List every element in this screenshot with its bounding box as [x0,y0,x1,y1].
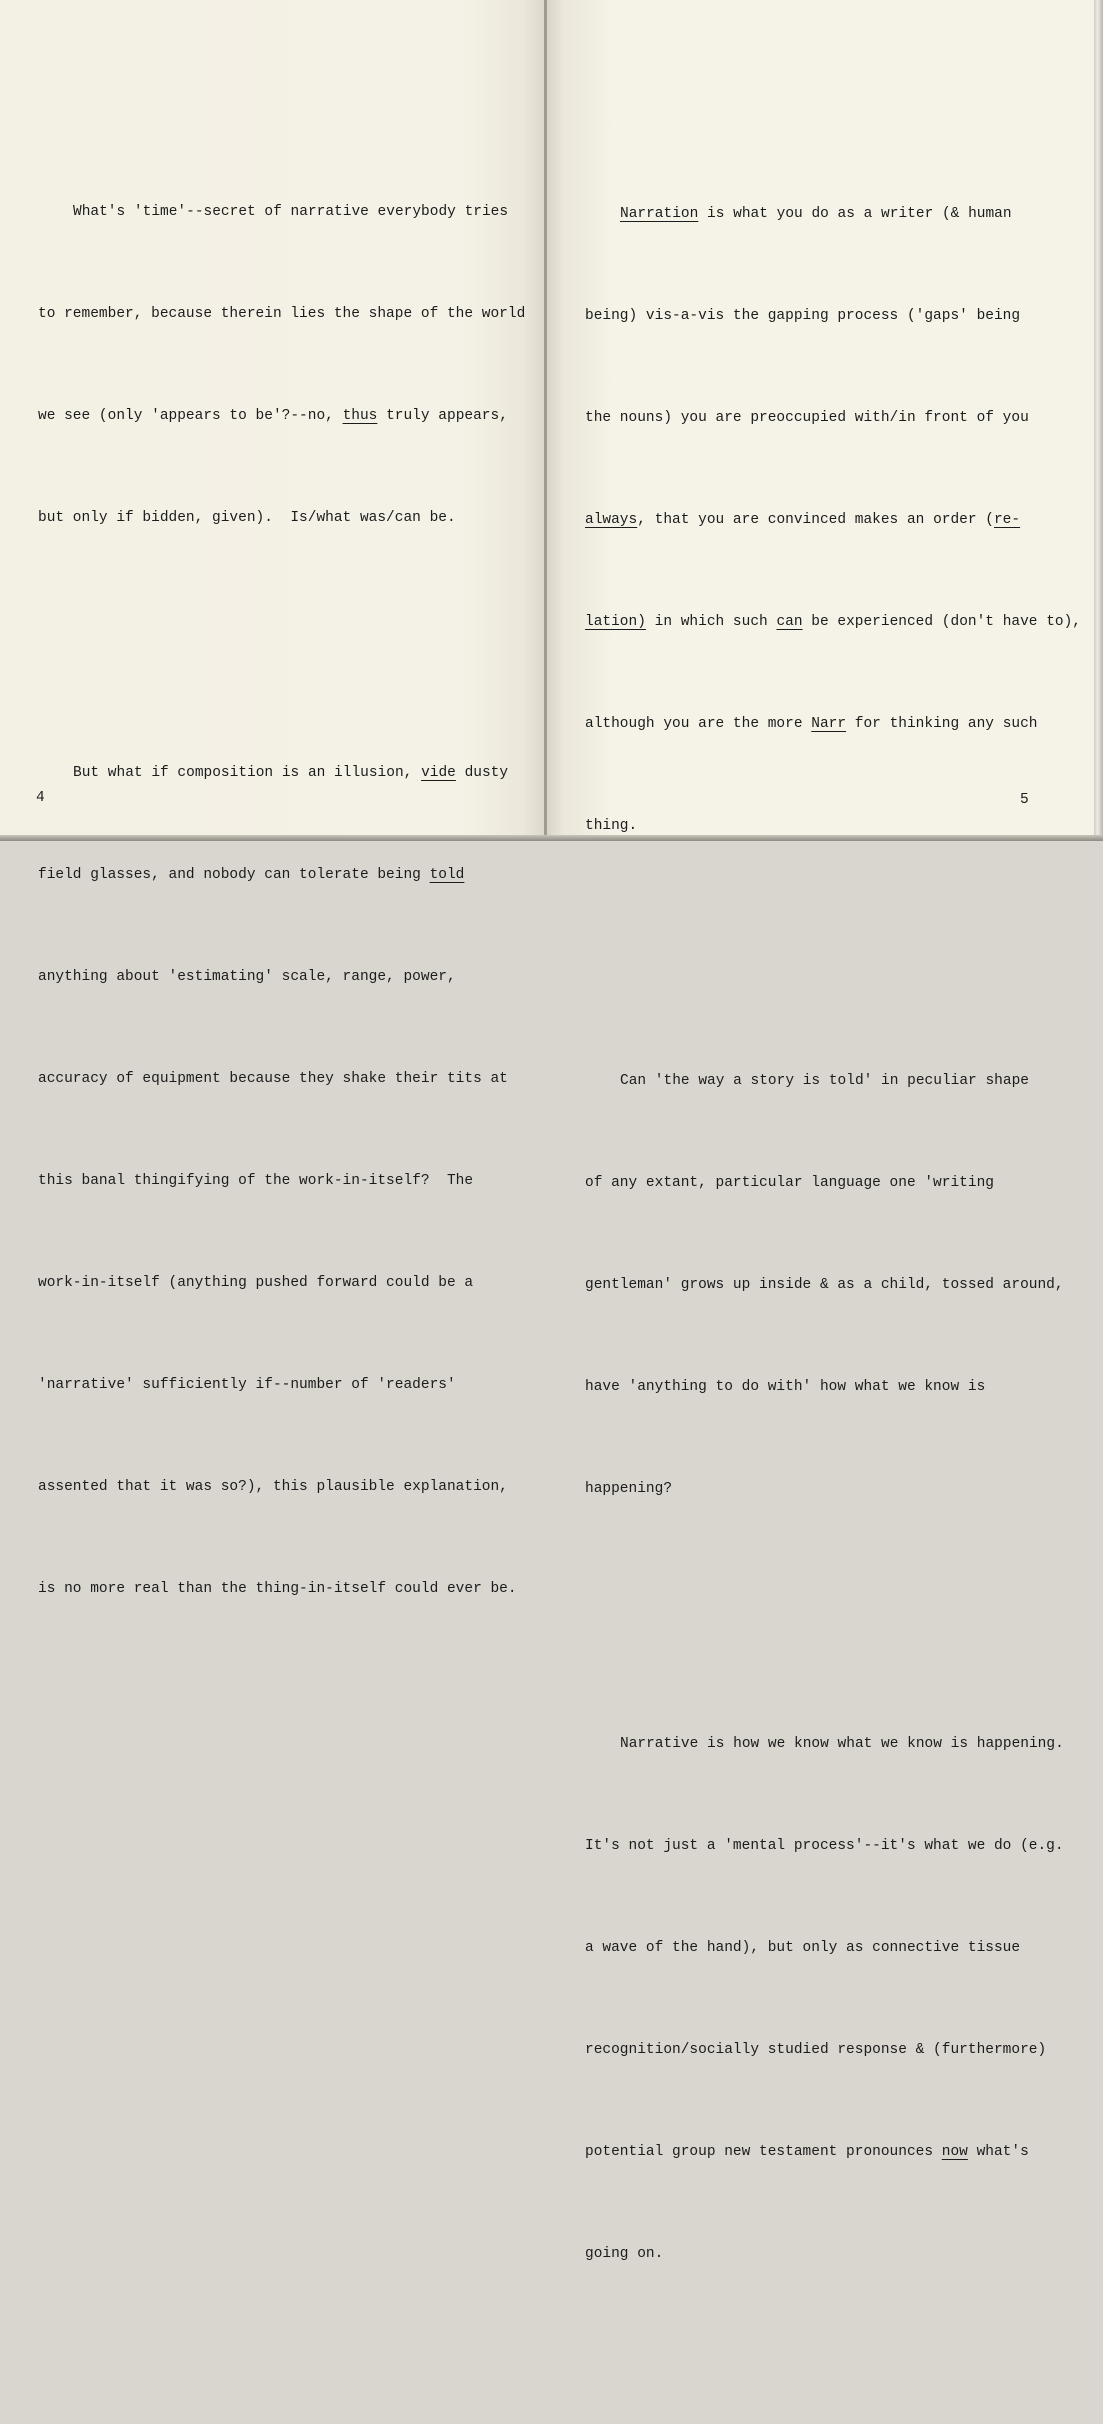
underlined-word: Narration [620,206,699,222]
text-line: But what if composition is an illusion, vide dusty [73,765,509,781]
text-line: is no more real than the thing-in-itself could ever be. [38,1581,517,1597]
bottom-shadow [0,835,1103,841]
text-line: happening? [585,1481,673,1497]
text-line: lation) in which such can be experienced (don't have to), [585,614,1082,630]
underlined-word: re- [993,512,1021,528]
text-line: Narrative is how we know what we know is happening. [620,1736,1064,1752]
page-edge [1094,0,1103,841]
text-line: Narration is what you do as a writer (& human [620,206,1012,222]
text-line: It's not just a 'mental process'--it's what we do (e.g. [585,1838,1064,1854]
text-line: the nouns) you are preoccupied with/in front of you [585,410,1029,426]
left-page [0,0,545,1597]
underlined-word: can [776,614,803,630]
underlined-word: thus [342,408,378,424]
left-page-text [38,59,525,1759]
text-line: 'narrative' sufficiently if--number of 'readers' [38,1377,456,1393]
underlined-word: now [941,2144,968,2160]
underlined-word: Narr [811,716,847,732]
page-number: 5 [1020,792,1029,808]
right-page-text [585,61,1081,2424]
text-line: always, that you are convinced makes an order (re- [585,512,1021,528]
text-line: thing. [585,818,638,834]
text-line: What's 'time'--secret of narrative everybody tries [73,204,509,220]
text-line: work-in-itself (anything pushed forward could be a [38,1275,474,1291]
paragraph [585,996,1081,1574]
text-line: recognition/socially studied response & (furthermore) [585,2042,1047,2058]
text-line: have 'anything to do with' how what we know is [585,1379,986,1395]
paragraph [585,129,1081,911]
text-line: gentleman' grows up inside & as a child, tossed around, [585,1277,1064,1293]
text-line: although you are the more Narr for thinking any such [585,716,1038,732]
underlined-word: vide [421,765,456,781]
text-line: accuracy of equipment because they shake their tits at [38,1071,508,1087]
text-line: to remember, because therein lies the shape of the world [38,306,526,322]
text-line: we see (only 'appears to be'?--no, thus truly appears, [38,408,508,424]
text-line: going on. [585,2246,664,2262]
text-line: a wave of the hand), but only as connective tissue [585,1940,1021,1956]
text-line: this banal thingifying of the work-in-itself? The [38,1173,474,1189]
text-line: potential group new testament pronounces now what's [585,2144,1029,2160]
text-line: but only if bidden, given). Is/what was/can be. [38,510,456,526]
underlined-word: always [585,512,638,528]
underlined-word: lation) [585,614,646,630]
text-line: anything about 'estimating' scale, range, power, [38,969,456,985]
text-line: of any extant, particular language one 'writing [585,1175,994,1191]
right-page [547,0,1094,2262]
paragraph [585,1659,1081,2339]
text-line: assented that it was so?), this plausible explanation, [38,1479,508,1495]
page-number: 4 [36,790,45,806]
paragraph [38,127,525,603]
text-line: being) vis-a-vis the gapping process ('gaps' being [585,308,1021,324]
text-line: Can 'the way a story is told' in peculiar shape [620,1073,1029,1089]
text-line: field glasses, and nobody can tolerate being told [38,867,465,883]
underlined-word: told [429,867,465,883]
